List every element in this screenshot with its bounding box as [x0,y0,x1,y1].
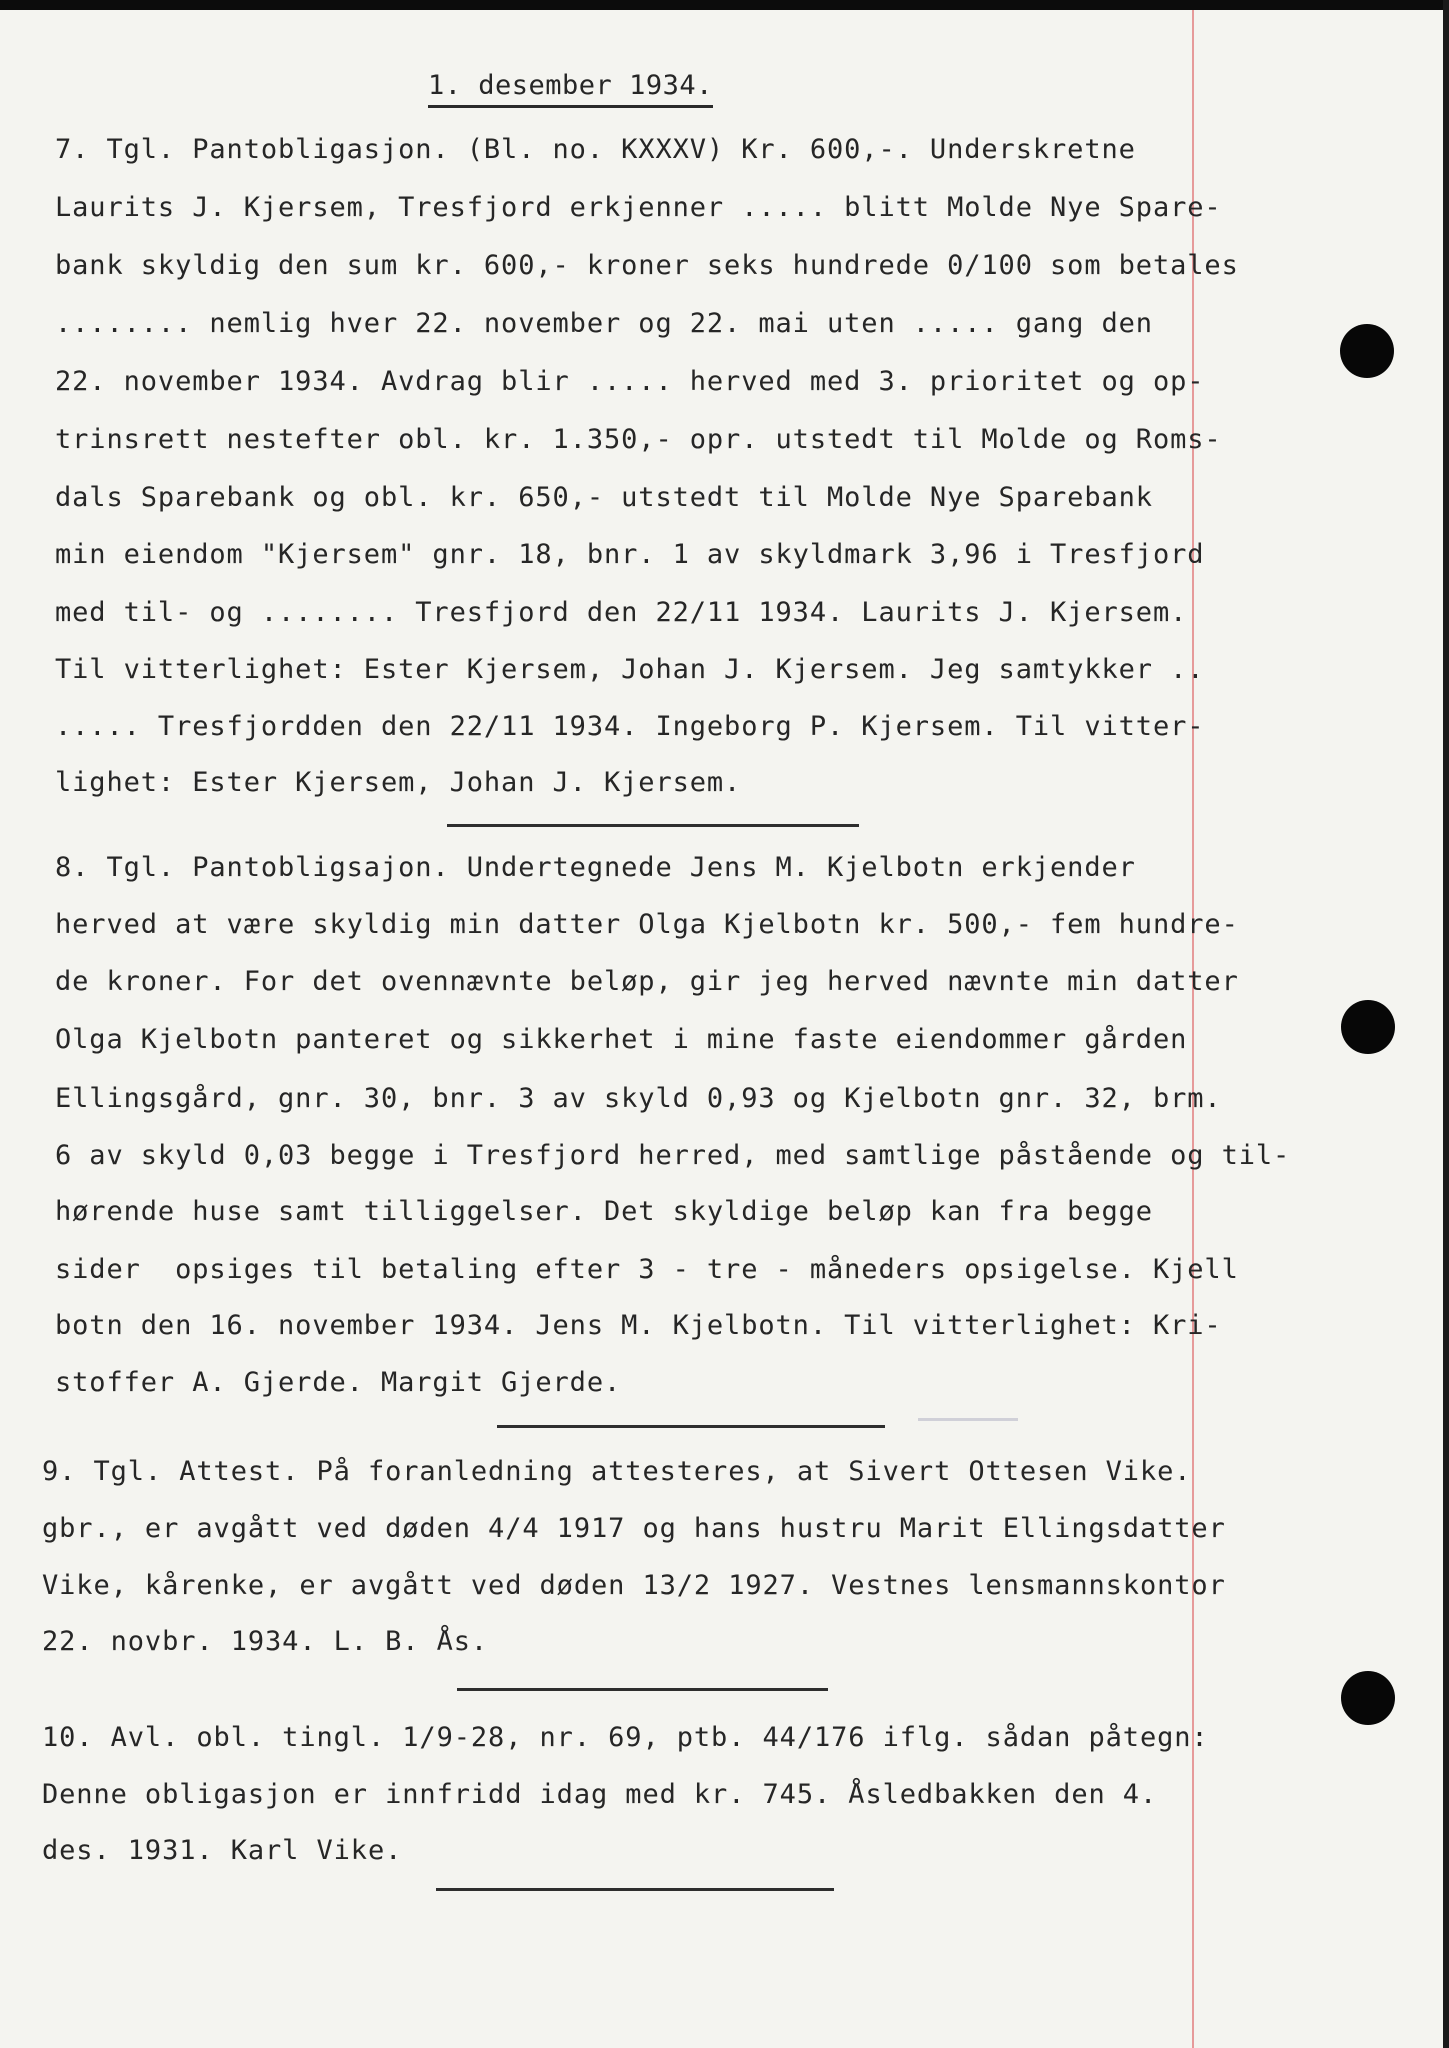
text-line: dals Sparebank og obl. kr. 650,- utstedt til Molde Nye Sparebank [55,482,1153,513]
text-line: gbr., er avgått ved døden 4/4 1917 og hans hustru Marit Ellingsdatter [42,1513,1226,1544]
text-line: bank skyldig den sum kr. 600,- kroner seks hundrede 0/100 som betales [55,250,1239,281]
text-line: de kroner. For det ovennævnte beløp, gir jeg herved nævnte min datter [55,966,1239,997]
text-line: hørende huse samt tilliggelser. Det skyldige beløp kan fra begge [55,1196,1153,1227]
text-line: lighet: Ester Kjersem, Johan J. Kjersem. [55,767,742,798]
scan-top-edge [0,0,1449,10]
entry-divider [497,1425,885,1428]
entry-divider [436,1888,834,1891]
date-heading: 1. desember 1934. [428,70,713,108]
text-line: Denne obligasjon er innfridd idag med kr. 745. Åsledbakken den 4. [42,1779,1158,1810]
text-line: Laurits J. Kjersem, Tresfjord erkjenner ..... blitt Molde Nye Spare- [55,192,1222,223]
text-line: Vike, kårenke, er avgått ved døden 13/2 1927. Vestnes lensmannskontor [42,1570,1226,1601]
punch-hole-icon [1341,1671,1395,1725]
text-line: 22. novbr. 1934. L. B. Ås. [42,1626,489,1657]
text-line: des. 1931. Karl Vike. [42,1835,403,1866]
text-line: 22. november 1934. Avdrag blir ..... herved med 3. prioritet og op- [55,366,1205,397]
text-line: trinsrett nestefter obl. kr. 1.350,- opr. utstedt til Molde og Roms- [55,424,1222,455]
text-line: Ellingsgård, gnr. 30, bnr. 3 av skyld 0,93 og Kjelbotn gnr. 32, brm. [55,1083,1222,1114]
text-line: herved at være skyldig min datter Olga Kjelbotn kr. 500,- fem hundre- [55,909,1239,940]
text-line: 8. Tgl. Pantobligsajon. Undertegnede Jens M. Kjelbotn erkjender [55,852,1136,883]
text-line: ..... Tresfjordden den 22/11 1934. Ingeborg P. Kjersem. Til vitter- [55,711,1205,742]
text-line: stoffer A. Gjerde. Margit Gjerde. [55,1367,622,1398]
text-line: min eiendom "Kjersem" gnr. 18, bnr. 1 av skyldmark 3,96 i Tresfjord [55,539,1205,570]
text-line: Olga Kjelbotn panteret og sikkerhet i mine faste eiendommer gården [55,1024,1188,1055]
faint-pencil-mark [918,1418,1018,1421]
entry-divider [457,1688,828,1691]
text-line: 9. Tgl. Attest. På foranledning attesteres, at Sivert Ottesen Vike. [42,1456,1192,1487]
text-line: 7. Tgl. Pantobligasjon. (Bl. no. KXXXV) Kr. 600,-. Underskretne [55,134,1136,165]
punch-hole-icon [1340,324,1394,378]
text-line: ........ nemlig hver 22. november og 22. mai uten ..... gang den [55,308,1153,339]
entry-divider [447,824,859,827]
punch-hole-icon [1341,1000,1395,1054]
text-line: med til- og ........ Tresfjord den 22/11 1934. Laurits J. Kjersem. [55,597,1188,628]
text-line: 10. Avl. obl. tingl. 1/9-28, nr. 69, ptb. 44/176 iflg. sådan påtegn: [42,1722,1209,1753]
scan-right-edge [1443,0,1449,2048]
text-line: 6 av skyld 0,03 begge i Tresfjord herred, med samtlige påstående og til- [55,1140,1291,1171]
text-line: botn den 16. november 1934. Jens M. Kjelbotn. Til vitterlighet: Kri- [55,1310,1222,1341]
text-line: Til vitterlighet: Ester Kjersem, Johan J. Kjersem. Jeg samtykker .. [55,654,1205,685]
text-line: sider opsiges til betaling efter 3 - tre - måneders opsigelse. Kjell [55,1254,1239,1285]
